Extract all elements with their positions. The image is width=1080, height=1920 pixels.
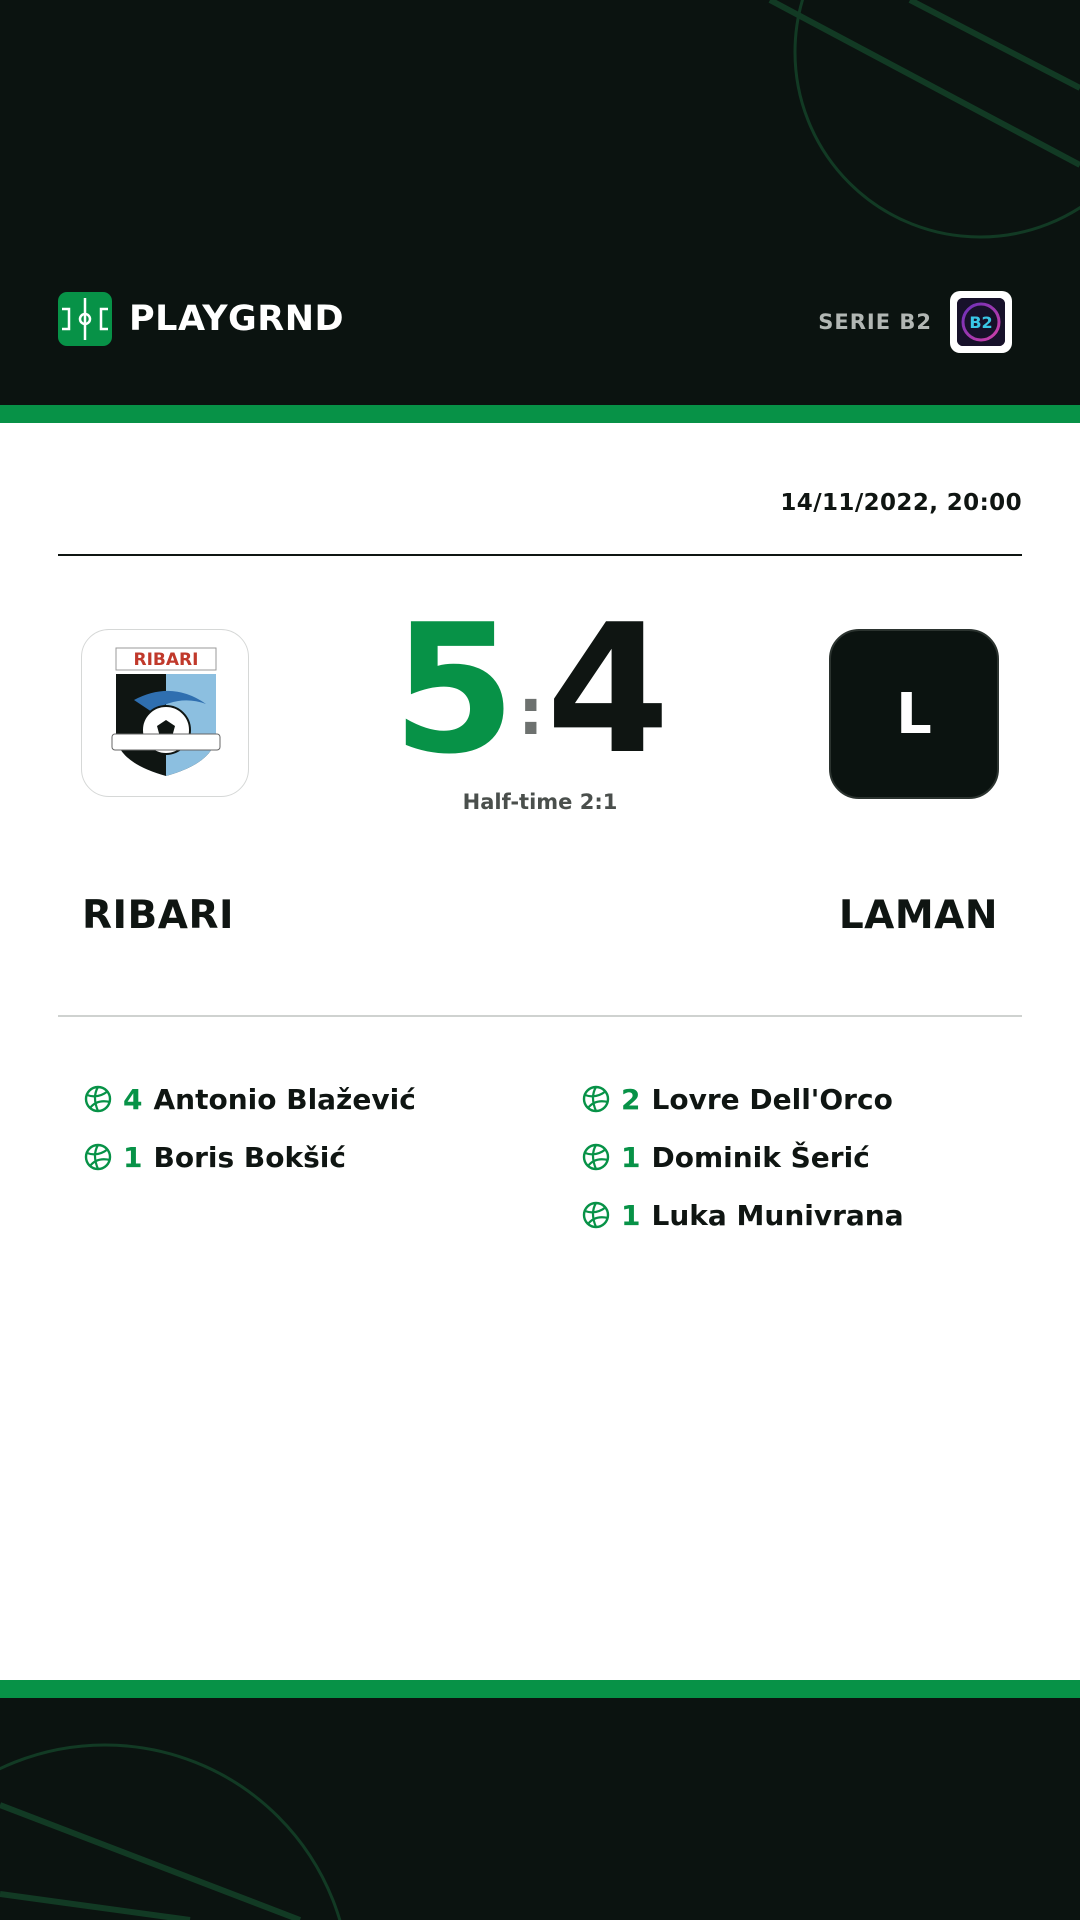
divider (58, 1015, 1022, 1017)
home-team-name: RIBARI (82, 893, 234, 938)
ball-icon (582, 1201, 610, 1229)
goal-count: 1 (621, 1198, 641, 1232)
goal-count: 2 (621, 1082, 641, 1116)
scorer-item (582, 1186, 904, 1244)
halftime-score: Half-time 2:1 (462, 790, 618, 814)
scoreboard (390, 586, 690, 793)
player-name: Dominik Šerić (651, 1140, 870, 1174)
away-team-initial: L (896, 681, 932, 747)
league-badge-text: B2 (969, 313, 993, 332)
away-score: 4 (546, 586, 670, 793)
scorer-item (582, 1070, 904, 1128)
footer (0, 1698, 1080, 1920)
home-scorers-list (84, 1070, 416, 1186)
crest-text: RIBARI (133, 650, 199, 670)
league (818, 291, 1012, 353)
player-name: Antonio Blažević (153, 1082, 416, 1116)
scorer-item (84, 1070, 416, 1128)
ball-icon (84, 1143, 112, 1171)
player-name: Boris Bokšić (153, 1140, 346, 1174)
scorer-item (84, 1128, 416, 1186)
goal-count: 4 (123, 1082, 143, 1116)
goal-count: 1 (123, 1140, 143, 1174)
match-datetime: 14/11/2022, 20:00 (780, 490, 1022, 516)
home-team-crest (81, 629, 249, 797)
away-team-name: LAMAN (838, 893, 998, 938)
pitch-lines-decoration (0, 1698, 1080, 1920)
away-team-crest (829, 629, 999, 799)
player-name: Lovre Dell'Orco (651, 1082, 893, 1116)
away-scorers-list (582, 1070, 904, 1244)
league-label: SERIE B2 (818, 310, 932, 334)
score-separator: : (518, 676, 544, 750)
scorer-item (582, 1128, 904, 1186)
header-accent-band (0, 405, 1080, 423)
goal-count: 1 (621, 1140, 641, 1174)
ball-icon (582, 1143, 610, 1171)
header (0, 0, 1080, 405)
player-name: Luka Munivrana (651, 1198, 904, 1232)
league-badge (950, 291, 1012, 353)
brand-name: PLAYGRND (129, 299, 345, 339)
brand (58, 291, 344, 347)
home-score: 5 (392, 586, 516, 793)
footer-accent-band (0, 1680, 1080, 1698)
pitch-icon (58, 292, 112, 346)
league-logo-icon (957, 298, 1005, 346)
ball-icon (582, 1085, 610, 1113)
ball-icon (84, 1085, 112, 1113)
divider (58, 554, 1022, 556)
